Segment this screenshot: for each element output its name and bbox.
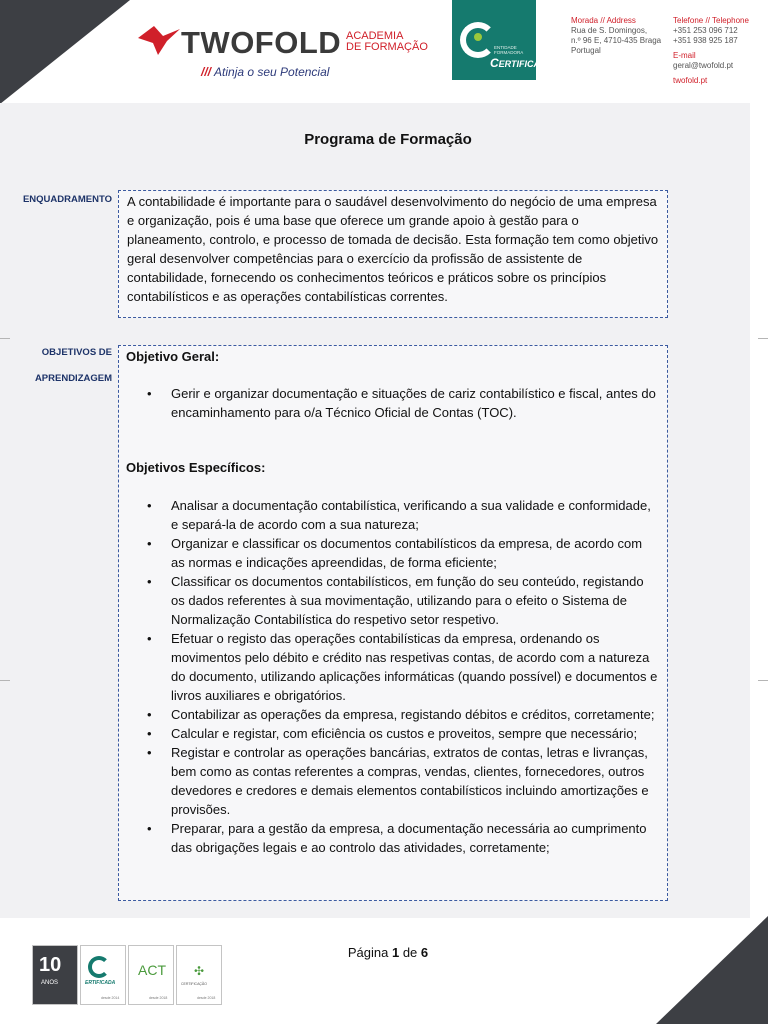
objetivos-box [118,345,668,901]
academy-label: ACADEMIA DE FORMAÇÃO [346,30,428,53]
cert-small-text: ENTIDADE FORMADORA [494,45,524,55]
formacao-profissional-badge: ✣ CERTIFICAÇÃO desde 2018 [176,945,222,1005]
list-item: • Classificar os documentos contabilísticos, em função do seu conteúdo, registando os dados referentes à sua movimentação, utilizando para o efeito o Sistema de Normalização Contabilística do respetivo setor respetivo. [147,574,644,627]
act-badge: ACT desde 2018 [128,945,174,1005]
objetivo-geral-list [126,384,659,422]
edge-mark [0,680,10,681]
edge-mark [0,338,10,339]
objetivos-especificos-list [126,496,659,857]
contact-block: Telefone // Telephone +351 253 096 712 +351 938 925 187 E-mail geral@twofold.pt twofold.pt [673,16,749,85]
address-block: Morada // Address Rua de S. Domingos, n.º 96 E, 4710-435 Braga Portugal [571,16,662,55]
list-item: • Preparar, para a gestão da empresa, a documentação necessária ao cumprimento das obrigações legais e ao controlo das atividades, corretamente; [147,821,647,855]
10-anos-badge: 10 ANOS [32,945,78,1005]
tagline: /// Atinja o seu Potencial [201,65,330,79]
brand-name: TWOFOLD [181,25,342,60]
list-item: • Calcular e registar, com eficiência os custos e proveitos, sempre que necessário; [147,726,638,741]
enquadramento-box [118,190,668,318]
list-item: • Registar e controlar as operações bancárias, extratos de contas, letras e livranças, bem como as contas referentes a compras, vendas, clientes, fornecedores, outros devedores e credores e demais elementos contabilísticos incluindo amortizações e provisões. [147,745,649,817]
list-item: • Gerir e organizar documentação e situações de cariz contabilístico e fiscal, antes do encaminhamento para o/a Técnico Oficial de Contas (TOC). [147,386,656,420]
phone-2[interactable]: +351 938 925 187 [673,36,738,45]
twofold-logo [137,24,427,82]
list-item: • Organizar e classificar os documentos contabilísticos da empresa, de acordo com as normas e indicações apreendidas, de forma eficiente; [147,536,643,570]
corner-decoration-top-left [0,0,130,104]
entidade-certificada-badge: ERTIFICADA desde 2014 [80,945,126,1005]
page-number: Página 1 de 6 [347,945,429,960]
website-link[interactable]: twofold.pt [673,76,708,85]
enquadramento-text: A contabilidade é importante para o saudável desenvolvimento do negócio de uma empresa e organização, pois é uma base que oferece um grande apoio à gestão para o planeamento, controlo, e processo de tomada de decisão. Esta formação tem como objetivo geral desenvolver competências para o exercício da profissão de assistente de contabilidade, fornecendo os conhecimentos teóricos e práticos sobre os princípios contabilísticos e as operações contabilísticas correntes. [127,194,659,304]
star-icon: ✣ [194,964,205,978]
document-title: Programa de Formação [304,131,472,148]
phone-1[interactable]: +351 253 096 712 [673,26,738,35]
list-item: • Efetuar o registo das operações contabilísticas da empresa, ordenando os movimentos pelo débito e crédito nas respetivas contas, de acordo com a natureza do documento, utilizando aplicações informáticas (quando possível) e documentos e livros auxiliares e obrigatórios. [147,631,658,703]
list-item: • Contabilizar as operações da empresa, registando débitos e créditos, corretamente; [147,707,655,722]
objetivos-label-line1: OBJETIVOS DE [41,347,112,358]
edge-mark [758,680,768,681]
certified-entity-badge [452,0,554,80]
edge-mark [758,338,768,339]
objetivos-especificos-heading: Objetivos Específicos: [126,460,266,475]
enquadramento-label: ENQUADRAMENTO [22,194,112,205]
corner-decoration-bottom-right [656,916,768,1024]
objetivo-geral-heading: Objetivo Geral: [126,349,220,364]
bird-logo-icon [137,24,181,58]
cert-big-text: CERTIFICADA [490,56,554,70]
objetivos-label-line2: APRENDIZAGEM [34,373,112,384]
list-item: • Analisar a documentação contabilística, verificando a sua validade e conformidade, e separá-la de acordo com a sua natureza; [147,498,651,532]
email-link[interactable]: geral@twofold.pt [673,61,734,70]
certification-dot-icon [474,33,482,41]
